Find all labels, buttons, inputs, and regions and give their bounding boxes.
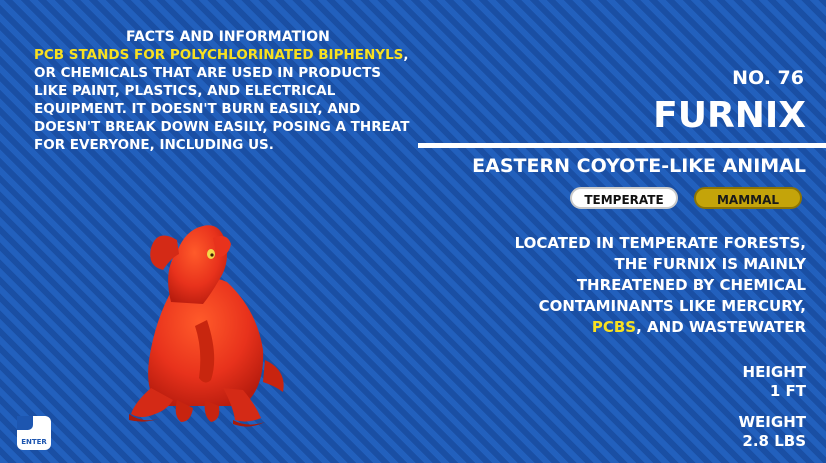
description-highlight: PCBS xyxy=(591,318,637,336)
weight-value: 2.8 LBS xyxy=(742,432,806,450)
facts-highlight: PCB STANDS FOR POLYCHLORINATED BIPHENYLS xyxy=(34,47,404,63)
enter-key-icon[interactable] xyxy=(17,416,51,450)
species-description: EASTERN COYOTE-LIKE ANIMAL xyxy=(472,155,806,177)
furnix-creature-icon xyxy=(115,210,295,440)
weight-label: WEIGHT xyxy=(738,413,806,431)
enter-label: ENTER xyxy=(21,438,47,446)
facts-text: , OR CHEMICALS THAT ARE USED IN PRODUCTS LIKE PAINT, PLASTICS, AND ELECTRICAL EQUIPMENT. IT DOESN'T BURN EASILY, AND DOESN'T BREAK DOWN EASILY, POSING A THREAT FOR EVERYONE, INCLUDING US. xyxy=(34,47,410,153)
description-text: LOCATED IN TEMPERATE FORESTS, THE FURNIX IS MAINLY THREATENED BY CHEMICAL CONTAMINANTS LIKE MERCURY, xyxy=(514,234,806,315)
facts-body xyxy=(34,46,414,154)
entry-number: NO. 76 xyxy=(732,67,804,89)
height-value: 1 FT xyxy=(769,382,806,400)
description-tail: , AND WASTEWATER xyxy=(636,318,806,336)
class-tag: MAMMAL xyxy=(694,187,802,209)
habitat-description xyxy=(506,233,806,338)
header-divider xyxy=(418,143,826,148)
creature-name: FURNIX xyxy=(653,95,806,136)
habitat-tag: TEMPERATE xyxy=(570,187,678,209)
height-label: HEIGHT xyxy=(742,363,806,381)
facts-panel xyxy=(34,28,414,154)
facts-title: FACTS AND INFORMATION xyxy=(126,29,330,45)
enter-key-notch xyxy=(17,416,33,430)
